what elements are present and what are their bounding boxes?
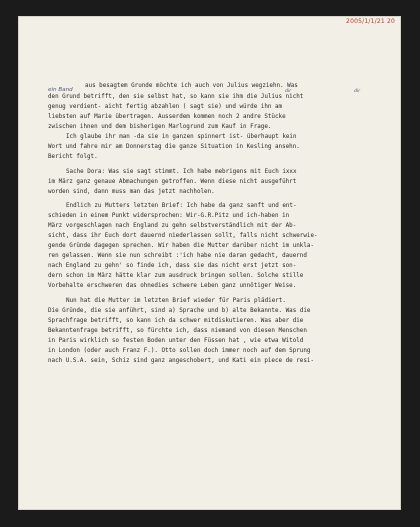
- typed-line: Vorbehalte erschweren das ohnedies schwere Leben ganz unnötiger Weise.: [48, 283, 297, 289]
- typed-line: in Paris wirklich so festen Boden unter den Füssen hat , wie etwa Witold: [48, 338, 304, 344]
- typed-line: März vorgeschlagen nach England zu gehn selbstverständlich mit der Ab-: [48, 223, 297, 229]
- typed-line: zwischen ihnen und dem bisherigen Marlogrund zum Kauf in Frage.: [48, 124, 272, 130]
- handwritten-correction-2: dir: [354, 89, 361, 94]
- typed-line: sicht, dass ihr Euch dort dauernd niederlassen sollt, falls nicht schwerwie-: [48, 233, 318, 239]
- typed-line: Sache Dora: Was sie sagt stimmt. Ich habe mebrigens mit Euch ixxx: [66, 169, 297, 175]
- typed-line: ren gelassen. Wenn sie nun schreibt :'ich habe nie daran gedacht, dauernd: [48, 253, 307, 259]
- typed-line: Endlich zu Mutters letzten Brief: Ich habe da ganz sanft und ent-: [66, 203, 297, 209]
- typed-line: aus besagtem Grunde möchte ich auch von Julius wegziehn. Was: [85, 83, 298, 89]
- typed-line: nach England zu gehn' so finde ich, dass sie das nicht erst jetzt son-: [48, 263, 297, 269]
- typed-line: Ich glaube ihr man -da sie in ganzen spinnert ist- überhaupt kein: [66, 134, 297, 140]
- letter-page: [18, 16, 401, 510]
- typed-line: den Grund betrifft, den sie selbst hat, so kann sie ihm die Julius nicht: [48, 94, 304, 100]
- typed-line: schieden in einem Punkt widersprochen: Wir-G.R.Pitz und ich-haben in: [48, 213, 290, 219]
- typed-line: dern schon im März hätte klar zum ausdruck bringen sollen. Solche stille: [48, 273, 304, 279]
- typed-line: liebsten auf Marie übertragen. Ausserdem kommen noch 2 andre Stücke: [48, 114, 286, 120]
- typed-line: nach U.S.A. sein, Schiz sind ganz angeschobert, und Kati ein piece de resi-: [48, 358, 314, 364]
- typed-line: worden sind, dann muss man das jetzt nachholen.: [48, 189, 215, 195]
- typed-line: im März ganz genaue Abmachungen getroffen. Wenn diese nicht ausgeführt: [48, 179, 297, 185]
- typed-line: genug verdient- aicht fertig abzahlen ( sagt sie) und würde ihn am: [48, 104, 283, 110]
- typed-line: Bericht folgt.: [48, 154, 98, 160]
- handwritten-margin-note: ein Band: [48, 87, 73, 93]
- typed-line: Nun hat die Mutter im letzten Brief wieder für Paris plädiert.: [66, 298, 286, 304]
- typed-line: Wort und fahre mir am Donnerstag die ganze Situation in Kesling ansehn.: [48, 144, 300, 150]
- typed-line: Bekanntenfrage betrifft, so fürchte ich, dass niemand von diesen Menschen: [48, 328, 307, 334]
- typed-line: in London (oder auch Franz F.). Otto sollen doch immer noch auf dem Sprung: [48, 348, 311, 354]
- typed-line: Die Gründe, die sie anführt, sind a) Sprache und b) alte Bekannte. Was die: [48, 308, 311, 314]
- archive-stamp: 2005/1/1/21 20: [346, 18, 395, 25]
- typed-line: Sprachfrage betrifft, so kann ich da schwer mitdiskutieren. Was aber die: [48, 318, 304, 324]
- typed-line: gende Gründe dagegen sprechen. Wir haben die Mutter darüber nicht im unkla-: [48, 243, 314, 249]
- handwritten-correction-1: dir: [285, 89, 292, 94]
